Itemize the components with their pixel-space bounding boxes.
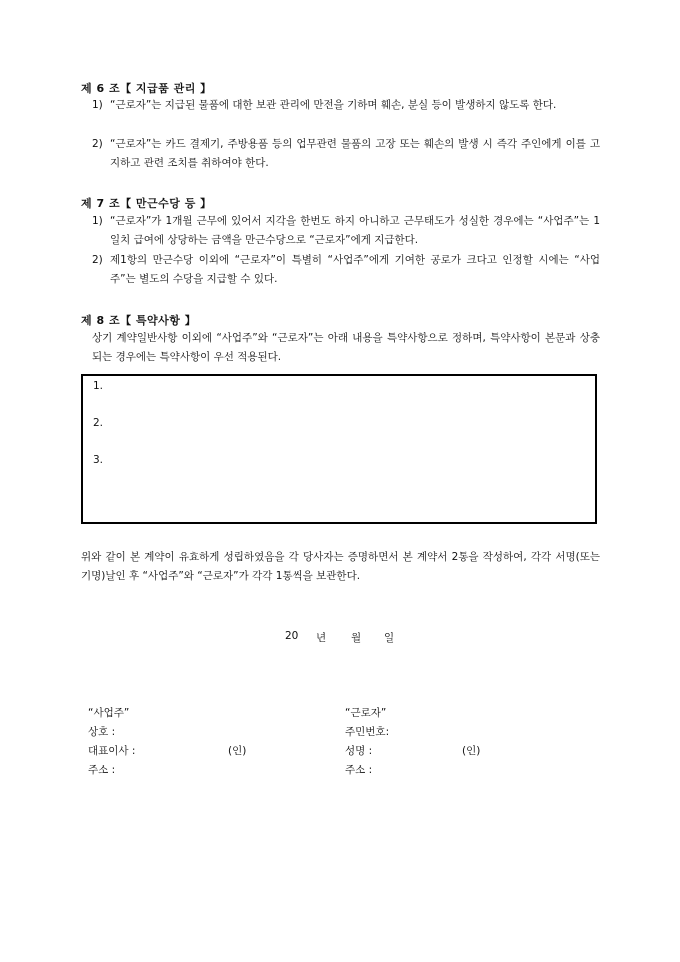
article-6-item-2 (92, 135, 600, 173)
article-7-title: 제 7 조【 만근수당 등 】 (81, 197, 212, 210)
employer-company-label: 상호 : (88, 726, 116, 738)
special-terms-box (81, 374, 597, 524)
employer-address-label: 주소 : (88, 764, 116, 776)
item-number: 1) (92, 215, 103, 227)
special-term-1: 1. (93, 380, 104, 392)
item-text: “근로자”는 카드 결제기, 주방용품 등의 업무관련 물품의 고장 또는 훼손의 발생 시 즉각 주인에게 이를 고지하고 관련 조치를 취하여야 한다. (110, 138, 600, 169)
worker-address-label: 주소 : (345, 764, 373, 776)
special-term-3: 3. (93, 454, 104, 466)
article-7-item-1 (92, 212, 600, 250)
worker-title: “근로자” (345, 707, 387, 719)
article-6-title: 제 6 조【 지급품 관리 】 (81, 82, 212, 95)
item-text: “근로자”가 1개월 근무에 있어서 지각을 한번도 하지 아니하고 근무태도가 성실한 경우에는 “사업주”는 1일치 급여에 상당하는 금액을 만근수당으로 “근로자”에게 지급한다. (110, 215, 600, 246)
item-number: 2) (92, 254, 103, 266)
employer-block (88, 704, 288, 780)
worker-name-row (345, 742, 545, 761)
article-8-text: 상기 계약일반사항 이외에 “사업주”와 “근로자”는 아래 내용을 특약사항으로 정하며, 특약사항이 본문과 상충되는 경우에는 특약사항이 우선 적용된다. (92, 332, 600, 363)
date-year: 20 (285, 630, 299, 642)
worker-seal: (인) (462, 745, 481, 757)
worker-block (345, 704, 545, 780)
worker-id-label: 주민번호: (345, 726, 390, 738)
employer-ceo-label: 대표이사 : (88, 745, 136, 757)
article-6-item-1 (92, 96, 600, 115)
date-month-unit: 월 (351, 632, 362, 644)
item-number: 1) (92, 99, 103, 111)
employer-ceo-row (88, 742, 288, 761)
item-number: 2) (92, 138, 103, 150)
date-day-unit: 일 (384, 632, 395, 644)
article-7-item-2 (92, 251, 600, 289)
item-text: “근로자”는 지급된 물품에 대한 보관 관리에 만전을 기하며 훼손, 분실 등이 발생하지 않도록 한다. (110, 99, 557, 111)
special-term-2: 2. (93, 417, 104, 429)
closing-text: 위와 같이 본 계약이 유효하게 성립하였음을 각 당사자는 증명하면서 본 계약서 2통을 작성하여, 각각 서명(또는 기명)날인 후 “사업주”와 “근로자”가 각각 1통씩을 보관한다. (81, 551, 600, 582)
article-8-title: 제 8 조【 특약사항 】 (81, 314, 197, 327)
employer-seal: (인) (228, 745, 247, 757)
item-text: 제1항의 만근수당 이외에 “근로자”이 특별히 “사업주”에게 기여한 공로가 크다고 인정할 시에는 “사업주”는 별도의 수당을 지급할 수 있다. (110, 254, 600, 285)
date-year-unit: 년 (316, 632, 327, 644)
worker-name-label: 성명 : (345, 745, 373, 757)
employer-title: “사업주” (88, 707, 130, 719)
